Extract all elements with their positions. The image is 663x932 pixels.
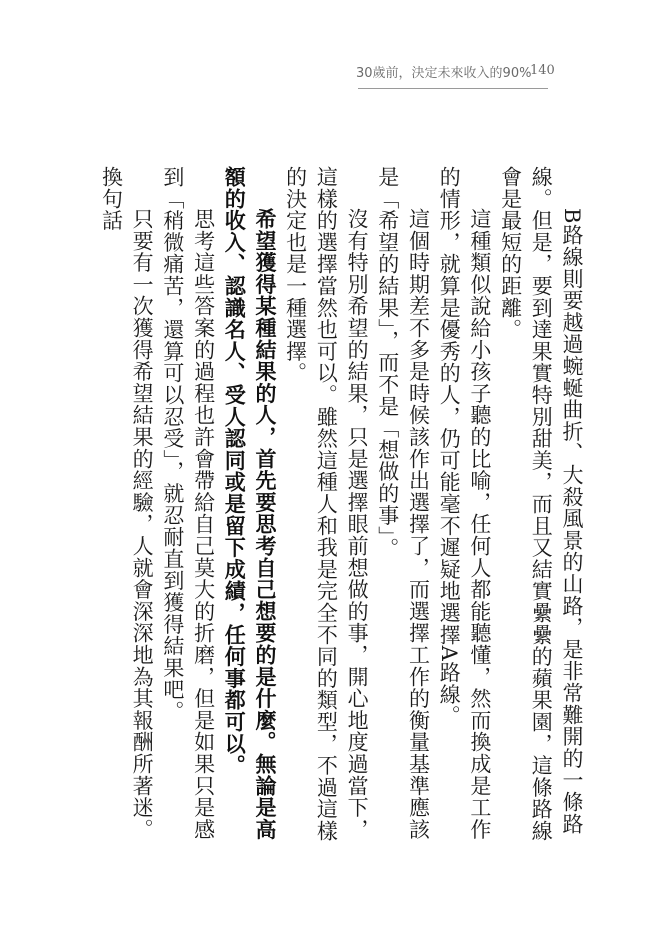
paragraph-no-goal: 沒有特別希望的結果，只是選擇眼前想做的事，開心地度過當下，這樣的選擇當然也可以。雖然這種人和我是完全不同的類型，不過這樣的決定也是一種選擇。 <box>283 166 370 842</box>
page-number: 140 <box>530 63 555 78</box>
paragraph-endure: 思考這些答案的過程也許會帶給自己莫大的折磨，但是如果只是感到「稍微痛苦，還算可以忍受」，就忍耐直到獲得結果吧。 <box>160 166 216 841</box>
paragraph-reward: 只要有一次獲得希望結果的經驗，人就會深深地為其報酬所著迷。換句話 <box>99 166 155 841</box>
paragraph-route-b: B路線則要越過蜿蜒曲折、大殺風景的山路，是非常難開的一條路線。但是，要到達果實特別甜美，而且又結實纍纍的蘋果園，這條路線會是最短的距離。 <box>498 166 584 842</box>
running-head-title: 30歲前，決定未來收入的90% <box>356 66 532 81</box>
paragraph-choice-criteria: 這個時期差不多是時候該作出選擇了，而選擇工作的衡量基準應該是「希望的結果」，而不是「想做的事」。 <box>375 166 431 841</box>
paragraph-analogy: 這種類似說給小孩子聽的比喻，任何人都能聽懂，然而換成是工作的情形，就算是優秀的人，仍可能毫不遲疑地選擇A路線。 <box>437 166 492 841</box>
header-rule <box>358 88 548 89</box>
paragraph-emphasis: 希望獲得某種結果的人，首先要思考自己想要的是什麼。無論是高額的收入、認識名人、受人認同或是留下成績，任何事都可以。 <box>222 166 277 841</box>
vertical-body-text <box>87 166 587 856</box>
